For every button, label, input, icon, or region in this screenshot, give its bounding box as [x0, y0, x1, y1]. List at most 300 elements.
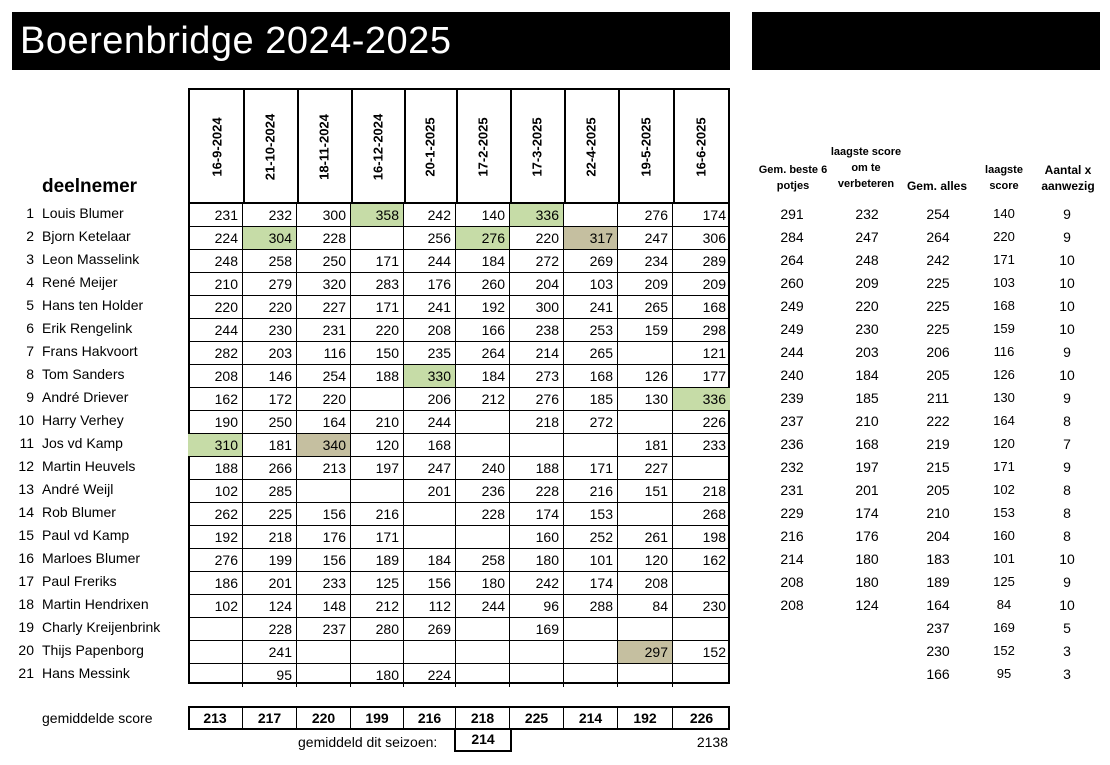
row-number: 13	[18, 481, 34, 497]
score-cell: 248	[188, 250, 243, 273]
score-cell	[673, 457, 730, 480]
stat-aantal: 10	[1059, 321, 1075, 337]
score-cell: 168	[404, 434, 456, 457]
score-cell	[618, 664, 673, 687]
score-cell: 218	[673, 480, 730, 503]
score-cell: 156	[297, 549, 351, 572]
date-header	[673, 88, 730, 203]
score-cell: 188	[351, 365, 404, 388]
score-cell: 184	[404, 549, 456, 572]
score-cell: 273	[510, 365, 564, 388]
row-number: 10	[18, 412, 34, 428]
score-cell: 95	[243, 664, 297, 687]
score-cell	[297, 480, 351, 503]
score-cell: 336	[673, 388, 730, 411]
score-cell: 240	[456, 457, 510, 480]
stat-laagste-verbeteren: 232	[855, 206, 879, 222]
score-cell: 336	[510, 204, 564, 227]
score-cell	[456, 641, 510, 664]
stat-laagste-verbeteren: 230	[855, 321, 879, 337]
score-cell: 213	[297, 457, 351, 480]
date-header	[243, 88, 299, 203]
score-cell	[564, 618, 618, 641]
score-cell	[188, 618, 243, 641]
score-cell: 209	[618, 273, 673, 296]
score-cell: 160	[510, 526, 564, 549]
score-cell	[510, 434, 564, 457]
stat-laagste: 103	[993, 275, 1015, 290]
score-cell: 272	[564, 411, 618, 434]
participant-name: André Weijl	[42, 481, 114, 497]
row-number: 16	[18, 550, 34, 566]
score-cell: 237	[297, 618, 351, 641]
row-number: 9	[26, 389, 34, 405]
stat-laagste-verbeteren: 184	[855, 367, 879, 383]
score-cell: 209	[673, 273, 730, 296]
score-cell: 203	[243, 342, 297, 365]
stat-gem-beste: 264	[780, 252, 804, 268]
score-grid	[188, 202, 730, 684]
stat-gem-beste: 240	[780, 367, 804, 383]
stat-header-laagste: laagste score	[985, 164, 1023, 192]
score-cell: 176	[297, 526, 351, 549]
score-cell: 216	[564, 480, 618, 503]
score-cell: 340	[297, 434, 351, 457]
season-total: 2138	[696, 734, 728, 750]
score-cell: 208	[404, 319, 456, 342]
score-cell: 151	[618, 480, 673, 503]
stat-gem-beste: 291	[780, 206, 804, 222]
score-cell: 304	[243, 227, 297, 250]
stat-gem-alles: 225	[926, 321, 950, 337]
score-cell: 184	[456, 365, 510, 388]
score-cell: 120	[618, 549, 673, 572]
participant-name: Paul Freriks	[42, 573, 117, 589]
score-cell: 320	[297, 273, 351, 296]
score-cell: 212	[456, 388, 510, 411]
stat-laagste: 102	[993, 482, 1015, 497]
stat-laagste-verbeteren: 220	[855, 298, 879, 314]
stat-gem-alles: 222	[926, 413, 950, 429]
score-cell: 266	[243, 457, 297, 480]
score-cell: 152	[673, 641, 730, 664]
score-cell	[456, 526, 510, 549]
score-cell: 306	[673, 227, 730, 250]
score-cell: 192	[188, 526, 243, 549]
score-cell: 317	[564, 227, 618, 250]
participant-name: Leon Masselink	[42, 251, 140, 267]
score-cell: 148	[297, 595, 351, 618]
score-cell	[404, 503, 456, 526]
average-score-cell: 214	[564, 708, 618, 728]
stat-laagste: 153	[993, 505, 1015, 520]
score-cell: 186	[188, 572, 243, 595]
stat-gem-beste: 232	[780, 459, 804, 475]
score-cell	[297, 641, 351, 664]
score-cell: 282	[188, 342, 243, 365]
participant-name: Hans ten Holder	[42, 297, 144, 313]
stat-laagste: 130	[993, 390, 1015, 405]
participant-name: Tom Sanders	[42, 366, 125, 382]
score-cell	[618, 342, 673, 365]
score-cell	[351, 227, 404, 250]
score-cell: 276	[510, 388, 564, 411]
score-cell: 166	[456, 319, 510, 342]
score-cell: 265	[618, 296, 673, 319]
stat-gem-beste: 260	[780, 275, 804, 291]
score-cell: 231	[297, 319, 351, 342]
score-cell	[673, 572, 730, 595]
stat-aantal: 10	[1059, 597, 1075, 613]
score-cell: 112	[404, 595, 456, 618]
score-cell: 234	[618, 250, 673, 273]
stat-gem-beste: 239	[780, 390, 804, 406]
stat-laagste-verbeteren: 203	[855, 344, 879, 360]
participant-name: Rob Blumer	[42, 504, 116, 520]
stat-laagste-verbeteren: 247	[855, 229, 879, 245]
participant-name: Marloes Blumer	[42, 550, 141, 566]
score-cell: 216	[351, 503, 404, 526]
score-cell: 121	[673, 342, 730, 365]
stat-gem-beste: 229	[780, 505, 804, 521]
score-cell: 244	[188, 319, 243, 342]
stat-aantal: 9	[1063, 574, 1071, 590]
participant-name: Paul vd Kamp	[42, 527, 130, 543]
participant-column-header: deelnemer	[42, 176, 138, 197]
score-cell: 230	[243, 319, 297, 342]
score-cell: 244	[456, 595, 510, 618]
score-cell: 156	[404, 572, 456, 595]
row-number: 8	[26, 366, 34, 382]
date-header	[297, 88, 353, 203]
participant-name: Hans Messink	[42, 665, 130, 681]
date-header	[351, 88, 406, 203]
score-cell	[456, 664, 510, 687]
stat-laagste-verbeteren: 180	[855, 574, 879, 590]
score-cell: 162	[673, 549, 730, 572]
score-cell: 180	[456, 572, 510, 595]
score-cell: 252	[564, 526, 618, 549]
score-cell: 180	[351, 664, 404, 687]
participant-name: Jos vd Kamp	[42, 435, 123, 451]
score-cell: 220	[188, 296, 243, 319]
stat-gem-alles: 205	[926, 482, 950, 498]
score-cell: 153	[564, 503, 618, 526]
score-cell: 241	[404, 296, 456, 319]
stat-gem-alles: 254	[926, 206, 950, 222]
stat-laagste-verbeteren: 124	[855, 597, 879, 613]
date-header	[404, 88, 458, 203]
stat-header-aantal: Aantal x aanwezig	[1041, 163, 1095, 193]
stat-aantal: 10	[1059, 551, 1075, 567]
stat-aantal: 9	[1063, 390, 1071, 406]
score-cell: 300	[510, 296, 564, 319]
stat-aantal: 9	[1063, 206, 1071, 222]
stat-gem-beste: 244	[780, 344, 804, 360]
score-cell: 358	[351, 204, 404, 227]
stat-gem-alles: 205	[926, 367, 950, 383]
stat-laagste-verbeteren: 174	[855, 505, 879, 521]
stat-aantal: 9	[1063, 344, 1071, 360]
score-cell: 190	[188, 411, 243, 434]
score-cell	[510, 641, 564, 664]
score-cell: 264	[456, 342, 510, 365]
stat-laagste: 84	[996, 597, 1012, 612]
row-number: 2	[26, 228, 34, 244]
average-score-cell: 226	[689, 710, 714, 726]
score-cell: 228	[456, 503, 510, 526]
score-cell: 220	[351, 319, 404, 342]
participant-name: Louis Blumer	[42, 205, 124, 221]
score-cell: 162	[188, 388, 243, 411]
date-header	[618, 88, 675, 203]
score-cell: 103	[564, 273, 618, 296]
stat-laagste-verbeteren: 176	[855, 528, 879, 544]
score-cell: 227	[297, 296, 351, 319]
stat-gem-beste: 231	[780, 482, 804, 498]
score-cell: 159	[618, 319, 673, 342]
stat-laagste-verbeteren: 201	[855, 482, 879, 498]
score-cell	[188, 664, 243, 687]
score-cell	[564, 434, 618, 457]
average-score-cell: 216	[404, 708, 456, 728]
score-cell: 218	[510, 411, 564, 434]
score-cell	[404, 641, 456, 664]
score-cell: 289	[673, 250, 730, 273]
score-cell: 272	[510, 250, 564, 273]
stat-aantal: 8	[1063, 528, 1071, 544]
row-number: 20	[18, 642, 34, 658]
score-cell: 224	[404, 664, 456, 687]
score-cell: 226	[673, 411, 730, 434]
score-cell: 233	[297, 572, 351, 595]
score-cell: 201	[404, 480, 456, 503]
score-cell: 244	[404, 250, 456, 273]
stat-aantal: 8	[1063, 482, 1071, 498]
score-cell: 184	[456, 250, 510, 273]
score-cell: 146	[243, 365, 297, 388]
date-header-label: 17-2-2025	[475, 116, 491, 177]
stat-gem-beste: 236	[780, 436, 804, 452]
date-header-label: 20-1-2025	[422, 116, 438, 177]
score-cell: 126	[618, 365, 673, 388]
stat-aantal: 7	[1063, 436, 1071, 452]
date-header-label: 22-4-2025	[583, 116, 599, 177]
score-cell: 261	[618, 526, 673, 549]
stat-gem-alles: 264	[926, 229, 950, 245]
score-cell	[351, 388, 404, 411]
stat-gem-alles: 219	[926, 436, 950, 452]
stat-gem-alles: 225	[926, 275, 950, 291]
stat-laagste: 120	[993, 436, 1015, 451]
score-cell: 297	[618, 641, 673, 664]
stat-laagste: 140	[993, 206, 1015, 221]
score-cell: 101	[564, 549, 618, 572]
header-black-panel	[752, 12, 1100, 70]
score-cell: 228	[297, 227, 351, 250]
stat-laagste-verbeteren: 168	[855, 436, 879, 452]
score-cell: 189	[351, 549, 404, 572]
row-number: 4	[26, 274, 34, 290]
score-cell: 181	[618, 434, 673, 457]
date-header-label: 19-5-2025	[638, 116, 653, 177]
stat-gem-alles: 242	[926, 252, 950, 268]
stat-gem-alles: 211	[926, 390, 950, 406]
stat-gem-alles: 237	[926, 620, 950, 636]
stat-laagste-verbeteren: 185	[855, 390, 879, 406]
score-cell: 220	[243, 296, 297, 319]
stat-gem-beste: 249	[780, 298, 804, 314]
score-cell: 220	[510, 227, 564, 250]
stat-laagste-verbeteren: 180	[855, 551, 879, 567]
stat-laagste: 152	[993, 643, 1015, 658]
stat-laagste: 159	[993, 321, 1015, 336]
stat-gem-alles: 164	[926, 597, 950, 613]
score-cell: 230	[673, 595, 730, 618]
stat-header-laagste-verbeteren: laagste score om te verbeteren	[830, 146, 902, 190]
score-cell: 224	[188, 227, 243, 250]
score-cell: 268	[673, 503, 730, 526]
score-cell: 236	[456, 480, 510, 503]
score-cell: 265	[564, 342, 618, 365]
stat-gem-alles: 215	[926, 459, 950, 475]
stat-laagste: 171	[993, 252, 1015, 267]
average-score-cell: 192	[618, 708, 673, 728]
score-cell: 283	[351, 273, 404, 296]
score-cell: 298	[673, 319, 730, 342]
score-cell: 247	[618, 227, 673, 250]
participant-name: Martin Hendrixen	[42, 596, 149, 612]
date-header-label: 16-9-2024	[209, 116, 224, 177]
score-cell: 210	[188, 273, 243, 296]
stat-laagste-verbeteren: 248	[855, 252, 879, 268]
stat-aantal: 3	[1063, 666, 1071, 682]
stat-gem-alles: 225	[926, 298, 950, 314]
stat-gem-beste: 214	[780, 551, 804, 567]
stat-gem-alles: 230	[926, 643, 950, 659]
score-cell: 235	[404, 342, 456, 365]
row-number: 11	[19, 435, 34, 451]
row-number: 3	[26, 251, 34, 267]
score-cell: 199	[243, 549, 297, 572]
participant-name: Harry Verhey	[42, 412, 124, 428]
stat-gem-alles: 183	[926, 551, 950, 567]
score-cell: 174	[510, 503, 564, 526]
score-cell: 250	[243, 411, 297, 434]
score-cell	[297, 664, 351, 687]
row-number: 19	[18, 619, 34, 635]
score-cell: 169	[510, 618, 564, 641]
score-cell	[404, 526, 456, 549]
stat-gem-beste: 249	[780, 321, 804, 337]
score-cell	[564, 641, 618, 664]
date-header	[188, 88, 245, 203]
row-number: 21	[18, 665, 34, 681]
stat-laagste-verbeteren: 209	[855, 275, 879, 291]
score-cell	[564, 204, 618, 227]
score-cell	[673, 618, 730, 641]
stat-aantal: 9	[1063, 229, 1071, 245]
stat-laagste: 160	[993, 528, 1015, 543]
score-cell: 254	[297, 365, 351, 388]
participant-name: Martin Heuvels	[42, 458, 136, 474]
stat-gem-alles: 210	[926, 505, 950, 521]
score-cell: 125	[351, 572, 404, 595]
score-cell	[564, 664, 618, 687]
stat-aantal: 8	[1063, 505, 1071, 521]
date-header-label: 17-3-2025	[529, 116, 545, 177]
stat-laagste: 169	[993, 620, 1015, 635]
score-cell: 208	[188, 365, 243, 388]
stat-aantal: 5	[1063, 620, 1071, 636]
score-cell: 206	[404, 388, 456, 411]
score-cell: 214	[510, 342, 564, 365]
score-cell: 242	[510, 572, 564, 595]
score-cell: 198	[673, 526, 730, 549]
score-cell: 181	[243, 434, 297, 457]
stat-aantal: 10	[1059, 252, 1075, 268]
score-cell: 204	[510, 273, 564, 296]
stat-aantal: 9	[1063, 459, 1071, 475]
score-cell: 208	[618, 572, 673, 595]
stat-aantal: 10	[1059, 298, 1075, 314]
stat-laagste: 125	[993, 574, 1015, 589]
participant-name: Frans Hakvoort	[42, 343, 138, 359]
stat-laagste: 164	[993, 413, 1015, 428]
score-cell: 285	[243, 480, 297, 503]
score-cell: 156	[297, 503, 351, 526]
score-cell: 238	[510, 319, 564, 342]
row-number: 15	[18, 527, 34, 543]
score-cell: 172	[243, 388, 297, 411]
stat-laagste: 220	[993, 229, 1015, 244]
row-number: 18	[18, 596, 34, 612]
stat-gem-beste: 208	[780, 574, 804, 590]
stat-aantal: 10	[1059, 275, 1075, 291]
participant-name: Charly Kreijenbrink	[42, 619, 161, 635]
stat-laagste-verbeteren: 210	[855, 413, 879, 429]
season-average-value: 214	[454, 728, 512, 752]
stat-laagste: 95	[996, 666, 1012, 681]
score-cell: 220	[297, 388, 351, 411]
score-cell: 330	[404, 365, 456, 388]
average-score-cell: 218	[456, 708, 510, 728]
score-cell: 150	[351, 342, 404, 365]
score-cell: 185	[564, 388, 618, 411]
stat-gem-beste: 237	[780, 413, 804, 429]
score-cell: 174	[673, 204, 730, 227]
average-label: gemiddelde score	[42, 710, 153, 726]
score-cell: 130	[618, 388, 673, 411]
score-cell: 96	[510, 595, 564, 618]
score-cell: 177	[673, 365, 730, 388]
row-number: 14	[18, 504, 34, 520]
stat-laagste: 116	[993, 344, 1015, 359]
score-cell: 310	[188, 434, 243, 457]
score-cell: 276	[188, 549, 243, 572]
score-cell: 241	[243, 641, 297, 664]
score-cell: 276	[456, 227, 510, 250]
score-cell: 242	[404, 204, 456, 227]
score-cell: 250	[297, 250, 351, 273]
stat-laagste: 168	[993, 298, 1015, 313]
average-score-cell: 217	[243, 708, 297, 728]
average-row	[188, 706, 730, 730]
stat-gem-alles: 206	[926, 344, 950, 360]
date-header-label: 18-11-2024	[316, 113, 332, 180]
score-cell: 192	[456, 296, 510, 319]
score-cell: 228	[510, 480, 564, 503]
